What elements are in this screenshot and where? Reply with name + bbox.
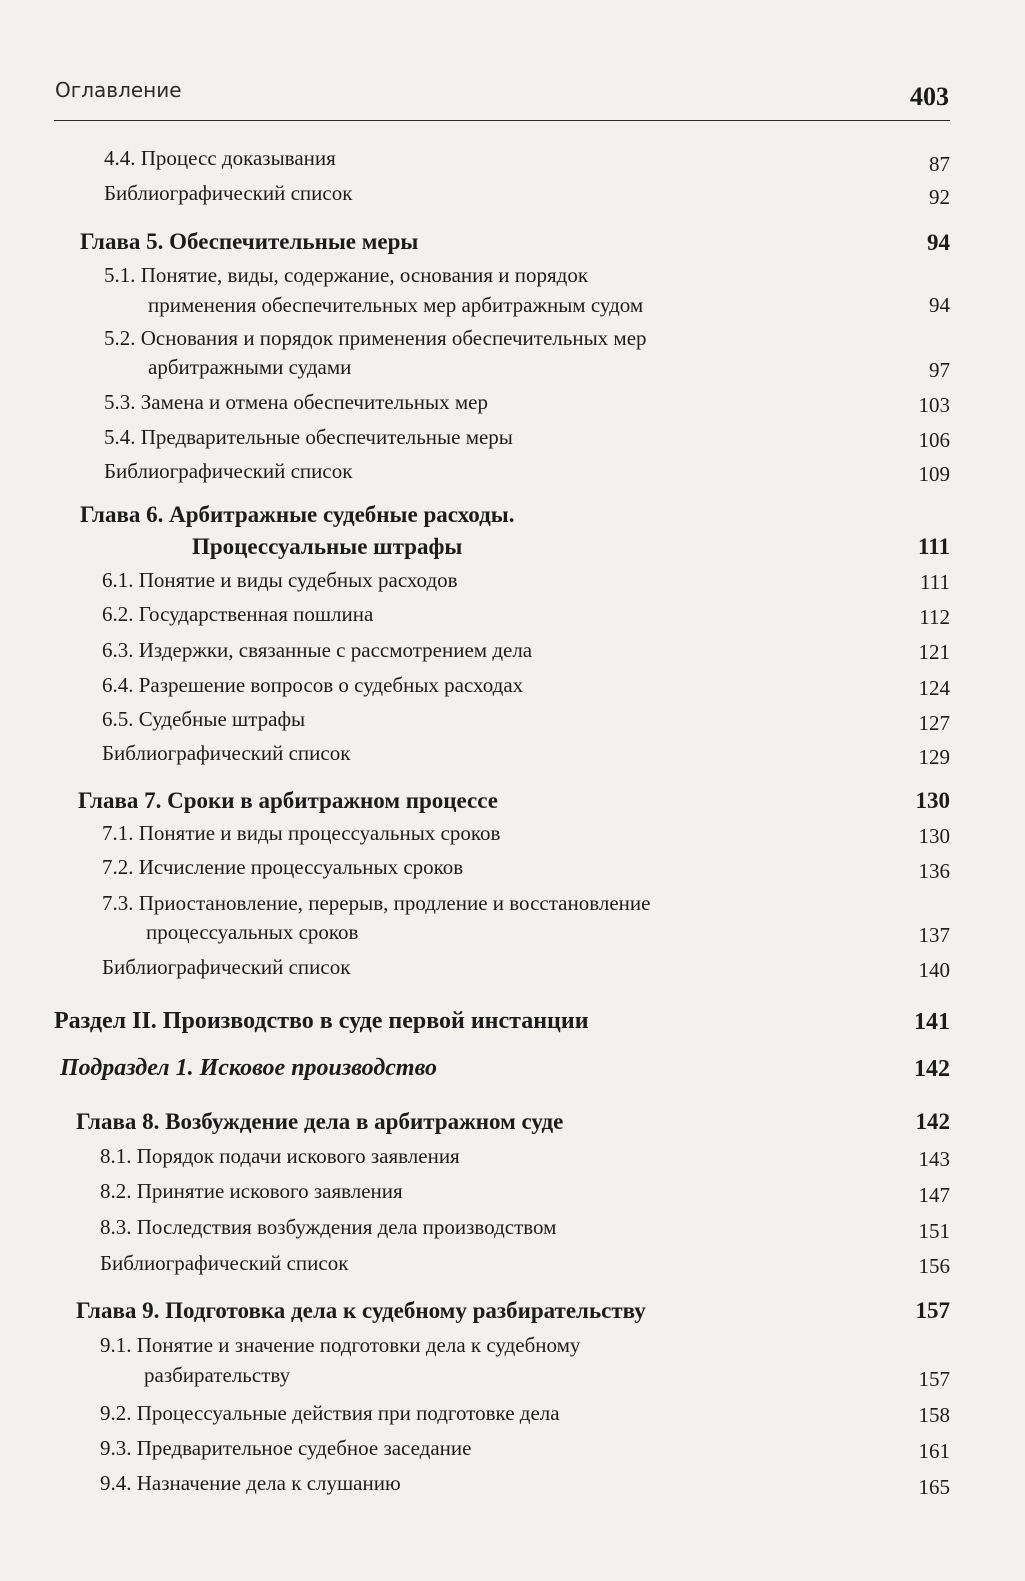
toc-entry-title: 6.2. Государственная пошлина <box>102 602 374 626</box>
toc-section-title: Раздел II. Производство в суде первой инстанции <box>54 1008 589 1034</box>
toc-entry-page: 136 <box>918 859 950 883</box>
toc-entry-title: 9.2. Процессуальные действия при подготовке дела <box>100 1401 560 1425</box>
toc-entry-page: 143 <box>918 1147 950 1171</box>
toc-entry-page: 151 <box>918 1219 950 1243</box>
toc-entry-page: 129 <box>918 745 950 769</box>
toc-chapter-page: 111 <box>918 534 950 559</box>
toc-entry-title: Библиографический список <box>104 181 353 205</box>
toc-entry-page: 103 <box>918 393 950 417</box>
toc-entry-page: 121 <box>918 640 950 664</box>
toc-chapter-title: Глава 6. Арбитражные судебные расходы. <box>80 502 515 527</box>
header-rule <box>54 120 950 121</box>
toc-subsection-page: 142 <box>914 1056 950 1082</box>
toc-entry-page: 112 <box>919 605 950 629</box>
toc-entry-title-continued: процессуальных сроков <box>146 920 359 944</box>
toc-chapter-title: Глава 5. Обеспечительные меры <box>80 229 419 254</box>
toc-entry-title-continued: применения обеспечительных мер арбитражным судом <box>148 293 644 317</box>
toc-entry-title-continued: разбирательству <box>144 1363 291 1387</box>
running-header-title: Оглавление <box>55 78 182 102</box>
toc-entry-page: 87 <box>929 152 950 176</box>
toc-chapter-page: 94 <box>927 230 950 255</box>
toc-entry-title: 6.4. Разрешение вопросов о судебных расходах <box>102 673 524 697</box>
toc-entry-title: 4.4. Процесс доказывания <box>104 146 336 170</box>
toc-entry-page: 157 <box>918 1367 950 1391</box>
toc-entry-title: 6.3. Издержки, связанные с рассмотрением дела <box>102 638 533 662</box>
toc-entry-page: 165 <box>918 1475 950 1499</box>
toc-entry-page: 97 <box>929 358 950 382</box>
toc-chapter-page: 130 <box>915 788 950 813</box>
toc-entry-title: 9.3. Предварительное судебное заседание <box>100 1436 472 1460</box>
toc-entry-title: 7.2. Исчисление процессуальных сроков <box>102 855 464 879</box>
toc-entry-page: 92 <box>929 185 950 209</box>
toc-entry-title: Библиографический список <box>104 459 353 483</box>
toc-entry-title: Библиографический список <box>102 741 351 765</box>
page-number: 403 <box>910 82 949 111</box>
toc-chapter-page: 142 <box>915 1109 950 1134</box>
toc-entry-page: 130 <box>918 824 950 848</box>
toc-entry-title: 9.1. Понятие и значение подготовки дела к судебному <box>100 1333 581 1357</box>
toc-chapter-title: Глава 8. Возбуждение дела в арбитражном суде <box>76 1109 564 1134</box>
toc-entry-title: 5.1. Понятие, виды, содержание, основания и порядок <box>104 263 589 287</box>
toc-chapter-title-continued: Процессуальные штрафы <box>192 534 463 559</box>
toc-section-page: 141 <box>914 1009 950 1035</box>
toc-entry-title: 5.4. Предварительные обеспечительные меры <box>104 425 513 449</box>
toc-entry-title: 6.1. Понятие и виды судебных расходов <box>102 568 458 592</box>
toc-entry-title: Библиографический список <box>100 1251 349 1275</box>
toc-chapter-title: Глава 7. Сроки в арбитражном процессе <box>78 788 498 813</box>
toc-entry-title: Библиографический список <box>102 955 351 979</box>
toc-entry-title: 9.4. Назначение дела к слушанию <box>100 1471 401 1495</box>
toc-entry-title: 8.3. Последствия возбуждения дела производством <box>100 1215 557 1239</box>
toc-entry-page: 147 <box>918 1183 950 1207</box>
toc-entry-title: 8.2. Принятие искового заявления <box>100 1179 403 1203</box>
toc-entry-title: 6.5. Судебные штрафы <box>102 707 306 731</box>
toc-entry-page: 124 <box>918 676 950 700</box>
toc-entry-page: 140 <box>918 958 950 982</box>
toc-entry-title: 8.1. Порядок подачи искового заявления <box>100 1144 460 1168</box>
toc-entry-page: 106 <box>918 428 950 452</box>
toc-entry-title: 5.2. Основания и порядок применения обеспечительных мер <box>104 326 647 350</box>
toc-entry-title-continued: арбитражными судами <box>148 355 352 379</box>
toc-entry-page: 158 <box>918 1403 950 1427</box>
toc-subsection-title: Подраздел 1. Исковое производство <box>60 1055 437 1081</box>
toc-entry-title: 7.1. Понятие и виды процессуальных сроков <box>102 821 501 845</box>
toc-entry-title: 7.3. Приостановление, перерыв, продление и восстановление <box>102 891 651 915</box>
toc-entry-page: 161 <box>918 1439 950 1463</box>
toc-entry-page: 127 <box>918 711 950 735</box>
toc-entry-page: 109 <box>918 462 950 486</box>
toc-entry-page: 156 <box>918 1254 950 1278</box>
toc-entry-page: 137 <box>918 923 950 947</box>
toc-entry-page: 94 <box>929 293 950 317</box>
toc-chapter-page: 157 <box>915 1298 950 1323</box>
toc-entry-page: 111 <box>920 570 950 594</box>
toc-chapter-title: Глава 9. Подготовка дела к судебному разбирательству <box>76 1298 646 1323</box>
toc-entry-title: 5.3. Замена и отмена обеспечительных мер <box>104 390 488 414</box>
